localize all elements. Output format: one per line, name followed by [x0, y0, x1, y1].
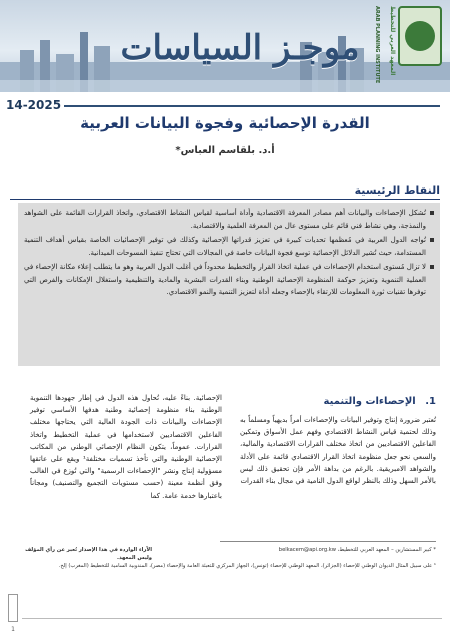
logo-emblem-icon: [405, 21, 435, 51]
divider: [10, 199, 440, 200]
key-point-item: تُشكل الإحصاءات والبيانات أهم مصادر المعرفة الاقتصادية وأداة أساسية لقياس النشاط الاقتصادي، واتخاذ القرارات القائمة على الشواهد والنمذجة، وهي نشاط فني قائم على مستوى عال من المعرفة العلمية والاقتصادية.: [24, 207, 434, 232]
key-points-heading: النقاط الرئيسية: [354, 184, 440, 197]
institute-name: المعهد العربي للتخطيط: [389, 6, 396, 76]
section-heading: [324, 396, 436, 407]
author-name: أ.د. بلقاسم العباس*: [175, 145, 275, 156]
banner-title: موجـز السياسات: [120, 28, 360, 68]
footnote-divider: [220, 541, 436, 542]
key-point-item: لا تزال مُستوى استخدام الإحصاءات في عملية اتخاذ القرار والتخطيط محدوداً في أغلب الدول العربية وهو ما يتطلب إعلاء مكانة الإحصاء في العملية التنموية وتعزيز حوكمة المنظومة الإحصائية الوطنية وبناء القدرات البشرية والمادية والتنظيمية واستغلال الإمكانات والفرص التي توفرها تقنيات ثورة المعلومات للارتقاء بالإحصاء وجعله أداة لتعزيز التنمية والنمو الاقتصادي.: [24, 261, 434, 299]
body-column-left: الإحصائية. بناءً عليه، تُحاول هذه الدول في إطار جهودها التنموية الوطنية بناء منظومة إحصائية وطنية هدفها الأساسي توفير الإحصاءات والبيانات ذات الجودة العالية التي يحتاجها مختلف الفاعلين الاقتصاديين لاستخدامها في عملية التخطيط واتخاذ القرارات. عموماً، يتكون النظام الإحصائي الوطني من المكاتب الإحصائية الوطنية والتي تأخذ تسميات مختلفة¹ ويقع على عاتقها مسؤولية إنتاج ونشر "الإحصاءات الرسمية" والتي تُوزع في الغالب وفق أنظمة معينة (حسب مستويات التجميع والتصنيف) ومجاناً باعتبارها خدمة عامة. كما: [30, 394, 222, 500]
author-footnote: * كبير المستشارين – المعهد العربي للتخطيط، belkacem@api.org.kw: [278, 547, 436, 553]
footer-divider: [22, 618, 442, 619]
section-number: 1.: [425, 396, 436, 407]
key-points-box: [18, 203, 440, 366]
page-title: القدرة الإحصائية وفجوة البيانات العربية: [80, 114, 370, 132]
divider: [64, 105, 440, 107]
key-point-item: تُواجه الدول العربية في مُعظمها تحديات كبيرة في تعزيز قدراتها الإحصائية وكذلك في توفير الإحصائيات الخاصة بقياس أهداف التنمية المستدامة، حيث تُشير الدلائل الإحصائية توسع فجوة البيانات خاصة في المجالات التي تحتاج تنفيذ المسوحات الميدانية.: [24, 234, 434, 259]
page-number-frame: [8, 594, 18, 622]
header-banner: [0, 0, 450, 92]
edition-number: 14-2025: [6, 98, 62, 112]
footnote-1: ¹ على سبيل المثال الديوان الوطني للإحصاء (الجزائر)، المعهد الوطني للإحصاء (تونس)، الجهاز المركزي للتعبئة العامة والإحصاء (مصر)، المندوبية السامية للتخطيط (المغرب) إلخ.: [58, 563, 436, 569]
section-title: الإحصاءات والتنمية: [323, 396, 416, 407]
institute-logo: [398, 6, 442, 66]
institute-name-en: ARAB PLANNING INSTITUTE: [374, 6, 380, 84]
disclaimer-footnote: الآراء الواردة في هذا الإصدار تُعبر عن رأي المؤلف وليس المعهد.: [25, 547, 152, 561]
page-number: 1: [11, 626, 15, 633]
body-column-right: تُعتبر ضرورة إنتاج وتوفير البيانات والإحصاءات أمراً بديهياً ومسلماً به وذلك لحتمية قياس النشاط الاقتصادي وفهم عمل الأسواق وتمكين الفاعلين الاقتصاديين من اتخاذ مختلف القرارات الاقتصادية والمالية، والسعي نحو جعل منظومة اتخاذ القرار الاقتصادي قائمة على الأدلة والشواهد الامبريقية. بالرغم من بداهة الأمر فإن تحقيق ذلك ليس بالأمر السهل وذلك بالنظر لواقع الدول النامية في مجال بناء القدرات: [240, 416, 436, 486]
